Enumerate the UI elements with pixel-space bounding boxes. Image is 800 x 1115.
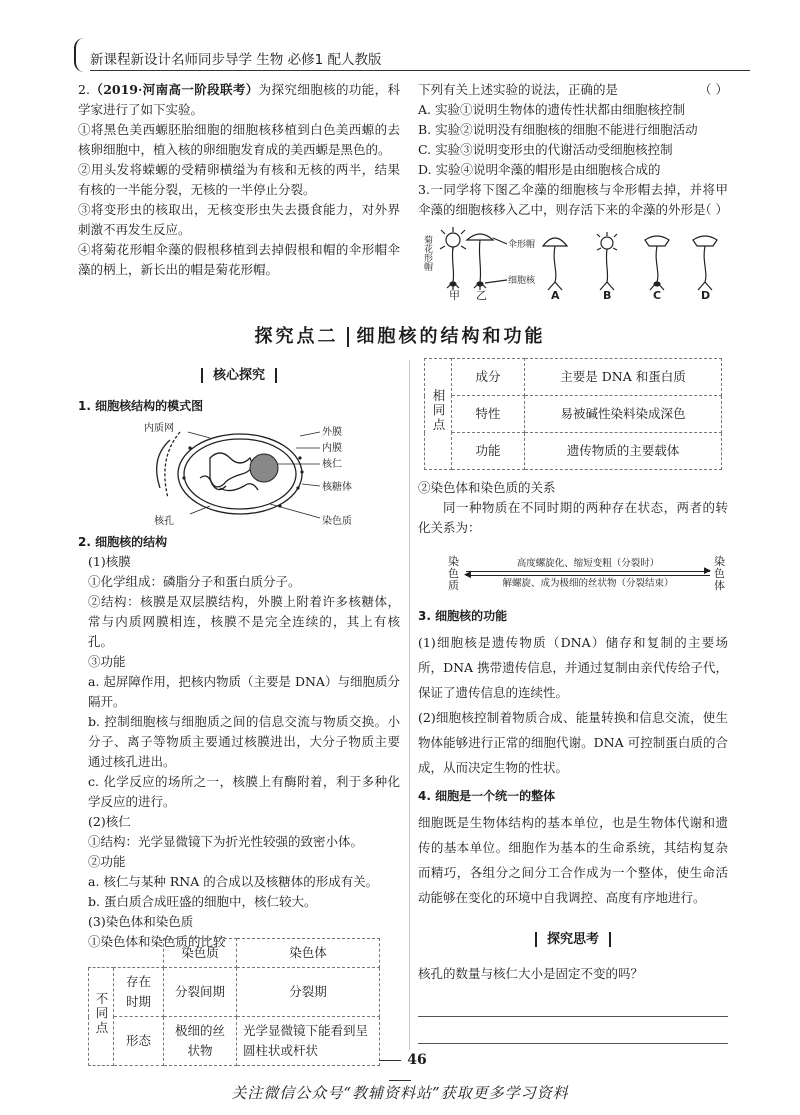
conv-left-label: 染色质 [448,555,459,592]
q2-exp2: ②用头发将蝾螈的受精卵横缢为有核和无核的两半，结果有核的一半能分裂，无核的一半停止分裂。 [78,162,400,197]
label-nuclear-pore: 核孔 [154,516,174,527]
chromatin-chromosome-table: 染色质 染色体 不同点 存在时期 分裂间期 分裂期 形态 极细的丝状物 光学显微镜下能看到呈圆柱状或杆状 [88,938,380,1066]
conv-arrow-left [466,575,710,576]
row-group-similarities: 相同点 [425,359,452,470]
book-title: 新课程新设计名师同步导学 生物 必修1 配人教版 [90,52,382,68]
label-b: B [603,289,612,302]
q2-option-b: B. 实验②说明没有细胞核的细胞不能进行细胞活动 [418,122,698,137]
label-ribosome: 核糖体 [322,482,352,493]
q2-options [418,100,728,180]
conv-arrow-right [466,571,710,572]
title-divider [347,327,349,347]
q2-option-d: D. 实验④说明伞藻的帽形是由细胞核合成的 [418,162,661,177]
label-jia: 甲 [449,289,460,302]
question-2-options [418,80,728,220]
th-chromosome: 染色体 [237,939,380,968]
core-inquiry-left [78,366,400,416]
section-title: 探究点二 细胞核的结构和功能 [254,326,546,347]
question-2-setup [78,80,400,280]
row-group-differences: 不同点 [89,968,114,1066]
q3-text: 3.一同学将下图乙伞藻的细胞核与伞形帽去掉，并将甲伞藻的细胞核移入乙中，则存活下来的伞藻的外形是 （ ） [418,180,728,220]
conv-right-label: 染色体 [714,555,725,592]
column-divider [409,360,410,1050]
umbrella-algae-figure [422,226,735,302]
q2-option-a: A. 实验①说明生物体的遗传性状都由细胞核控制 [418,102,685,117]
page-number: 46 [370,1050,430,1090]
label-line-umbrella [493,238,507,244]
s4-title: 4. 细胞是一个统一的整体 [418,789,556,803]
label-c: C [653,289,662,302]
conv-bottom-label: 解螺旋、成为极细的丝状物（分裂结束） [502,578,674,589]
relationship-text: ②染色体和染色质的关系 同一种物质在不同时期的两种存在状态，两者的转化关系为： [418,480,728,535]
label-er: 内质网 [144,423,174,434]
label-nucleolus: 核仁 [322,459,342,470]
reflection-box [418,930,728,1044]
label-inner-membrane: 内膜 [322,443,342,454]
label-umbrella-cap: 伞形帽 [508,240,536,250]
er-strand [157,440,170,488]
header-bracket [74,38,86,72]
label-line-nucleus [485,280,507,283]
reflection-question: 核孔的数量与核仁大小是固定不变的吗？ [418,966,644,981]
q2-source: （2019·河南高一阶段联考） [89,82,259,97]
q2-question: 下列有关上述实验的说法，正确的是 （ ） [418,80,728,100]
nucleus-structure-text: 2. 细胞核的结构 (1)核膜 ①化学组成：磷脂分子和蛋白质分子。 ②结构：核膜是双层膜结构，外膜上附着许多核糖体，常与内质网膜相连，核膜不是完全连续的，其上有核孔。 ③功能 a. 起屏障作用，把核内物质（主要是 DNA）与细胞质分隔开。 b. 控制细胞核与细胞质之间的信息交流与物质交换。小分子、离子等物质主要通过核膜进出，大分子物质主要通过核孔进出。 c. 化学反应的场所之一，核膜上有酶附着，利于多种化学反应的进行。 (2)核仁 ①结构：光学显微镜下为折光性较强的致密小体。 ②功能 a. 核仁与某种 RNA 的合成以及核糖体的形成有关。 b. 蛋白质合成旺盛的细胞中，核仁较大。 (3)染色体和染色质 ①染色体和染色质的比较 [78,532,400,952]
conv-top-label: 高度螺旋化、缩短变粗（分裂时） [516,558,660,569]
footer-note: 关注微信公众号“教辅资料站”获取更多学习资料 [231,1084,569,1102]
label-chromatin: 染色质 [322,516,352,527]
reflection-heading: 探究思考 [418,930,728,950]
algae-d [693,236,717,290]
s3-title: 3. 细胞核的功能 [418,609,508,623]
answer-lines [418,990,728,1044]
q2-intro: 2.（2019·河南高一阶段联考）为探究细胞核的功能，科学家进行了如下实验。 [78,82,400,117]
label-yi: 乙 [476,289,487,302]
nucleolus [250,454,278,482]
algae-b [597,232,617,290]
q3-answer-paren: （ ） [699,202,728,217]
similarities-table: 相同点 成分 主要是 DNA 和蛋白质 特性 易被碱性染料染成深色 功能 遗传物质的主要载体 [424,358,722,470]
th-chromatin: 染色质 [164,939,237,968]
q2-exp1: ①将黑色美西螈胚胎细胞的细胞核移植到白色美西螈的去核卵细胞中，植入核的卵细胞发育成的美西螈是黑色的。 [78,122,400,157]
nucleus-function-text: 3. 细胞核的功能 (1)细胞核是遗传物质（DNA）储存和复制的主要场所，DNA 携带遗传信息，并通过复制由亲代传给子代，保证了遗传信息的连续性。 (2)细胞核控制着物质合成、能量转换和信息交流，使生物体能够进行正常的细胞代谢。DNA 可控制蛋白质的合成，从而决定生物的性状。 4. 细胞是一个统一的整体 细胞既是生物体结构的基本单位，也是生物体代谢和遗传的基本单位。细胞作为基本的生命系统，其结构复杂而精巧，各组分之间分工合作成为一个整体，使生命活动能够在变化的环境中自我调控、高度有序地进行。 [418,606,728,910]
q2-option-c: C. 实验③说明变形虫的代谢活动受细胞核控制 [418,142,673,157]
nucleus-diagram [130,418,370,528]
label-nucleus: 细胞核 [508,276,536,286]
q2-exp4: ④将菊花形帽伞藻的假根移植到去掉假根和帽的伞形帽伞藻的柄上，新长出的帽是菊花形帽。 [78,242,400,277]
algae-jia [440,227,466,290]
header-rule [90,70,750,71]
algae-c [645,236,669,290]
page-header [60,6,750,66]
q2-exp3: ③将变形虫的核取出，无核变形虫失去摄食能力，对外界刺激不再发生反应。 [78,202,400,237]
s1-title: 1. 细胞核结构的模式图 [78,399,204,413]
label-a: A [551,289,560,302]
s2-title: 2. 细胞核的结构 [78,535,168,549]
q2-answer-paren: （ ） [699,82,728,97]
label-d: D [701,289,711,302]
label-outer-membrane: 外膜 [322,427,342,438]
core-inquiry-heading: 核心探究 [78,366,400,386]
algae-a [543,238,567,290]
algae-yi [467,234,493,290]
conversion-diagram: 染色质 染色体 高度螺旋化、缩短变粗（分裂时） ▶ ◀ 解螺旋、成为极细的丝状物（分裂结束） [448,556,728,596]
label-chrysanthemum-cap: 菊花形帽 [422,235,432,271]
